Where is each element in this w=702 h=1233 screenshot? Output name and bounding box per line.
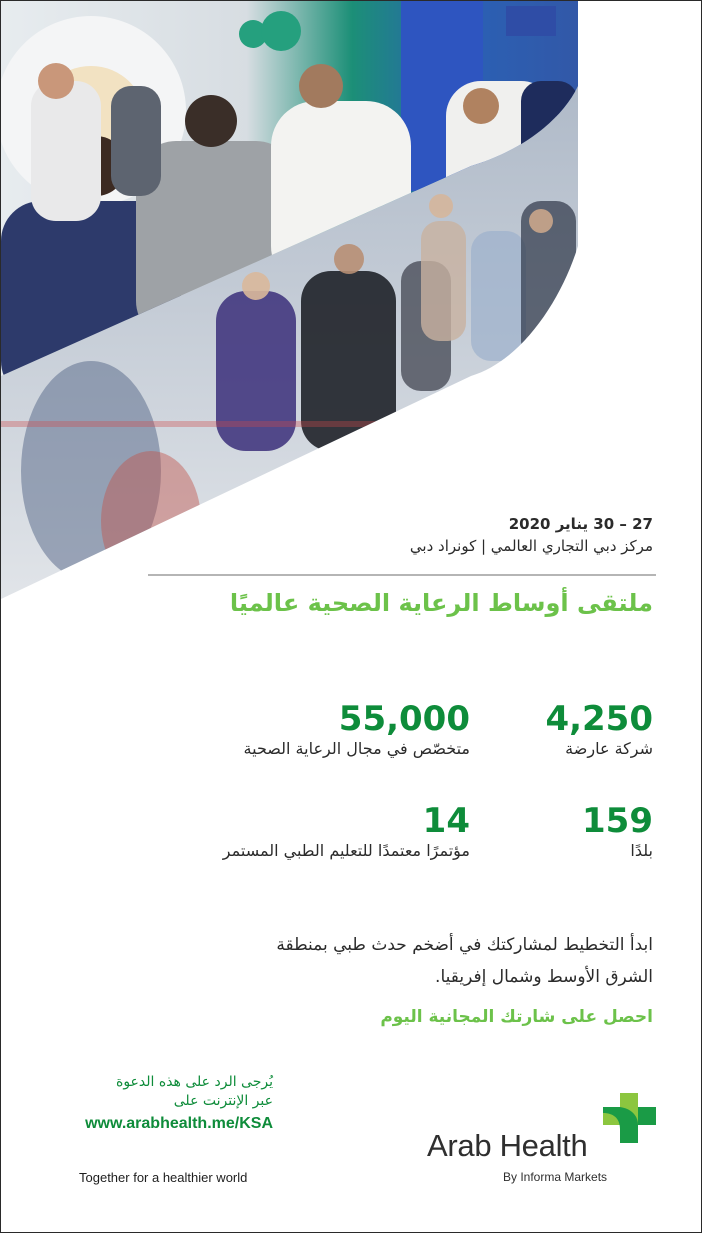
divider [148,574,656,576]
stat-value: 14 [422,801,470,841]
stat-value: 55,000 [338,699,470,739]
stat-conferences [223,803,470,861]
stat-value: 4,250 [545,699,653,739]
body-line: ابدأ التخطيط لمشاركتك في أضخم حدث طبي بمنطقة [276,935,653,955]
stat-value: 159 [582,801,653,841]
stat-label: شركة عارضة [565,739,653,758]
stat-label: بلدًا [630,841,653,860]
get-badge-cta[interactable]: احصل على شارتك المجانية اليوم [380,1007,653,1027]
logo-wordmark: Arab Health [427,1128,588,1163]
event-venue: مركز دبي التجاري العالمي | كونراد دبي [409,537,653,555]
body-line: الشرق الأوسط وشمال إفريقيا. [435,967,653,987]
stat-label: مؤتمرًا معتمدًا للتعليم الطبي المستمر [222,841,470,860]
stat-countries [582,803,653,861]
event-date: 27 – 30 يناير 2020 [508,515,653,533]
stat-professionals [244,701,470,759]
green-plus-icon [603,1093,656,1143]
rsvp-block [51,1073,273,1135]
stat-exhibitors [545,701,653,759]
rsvp-line: يُرجى الرد على هذه الدعوة [115,1074,273,1090]
arab-health-logo [427,1093,659,1189]
event-tagline: ملتقى أوساط الرعاية الصحية عالميًا [229,589,653,617]
stat-label: متخصّص في مجال الرعاية الصحية [243,739,470,758]
body-copy [193,929,653,993]
slogan: Together for a healthier world [79,1170,248,1185]
logo-byline: By Informa Markets [503,1170,608,1184]
rsvp-url-link[interactable]: www.arabhealth.me/KSA [85,1115,273,1132]
rsvp-line: عبر الإنترنت على [173,1093,273,1109]
